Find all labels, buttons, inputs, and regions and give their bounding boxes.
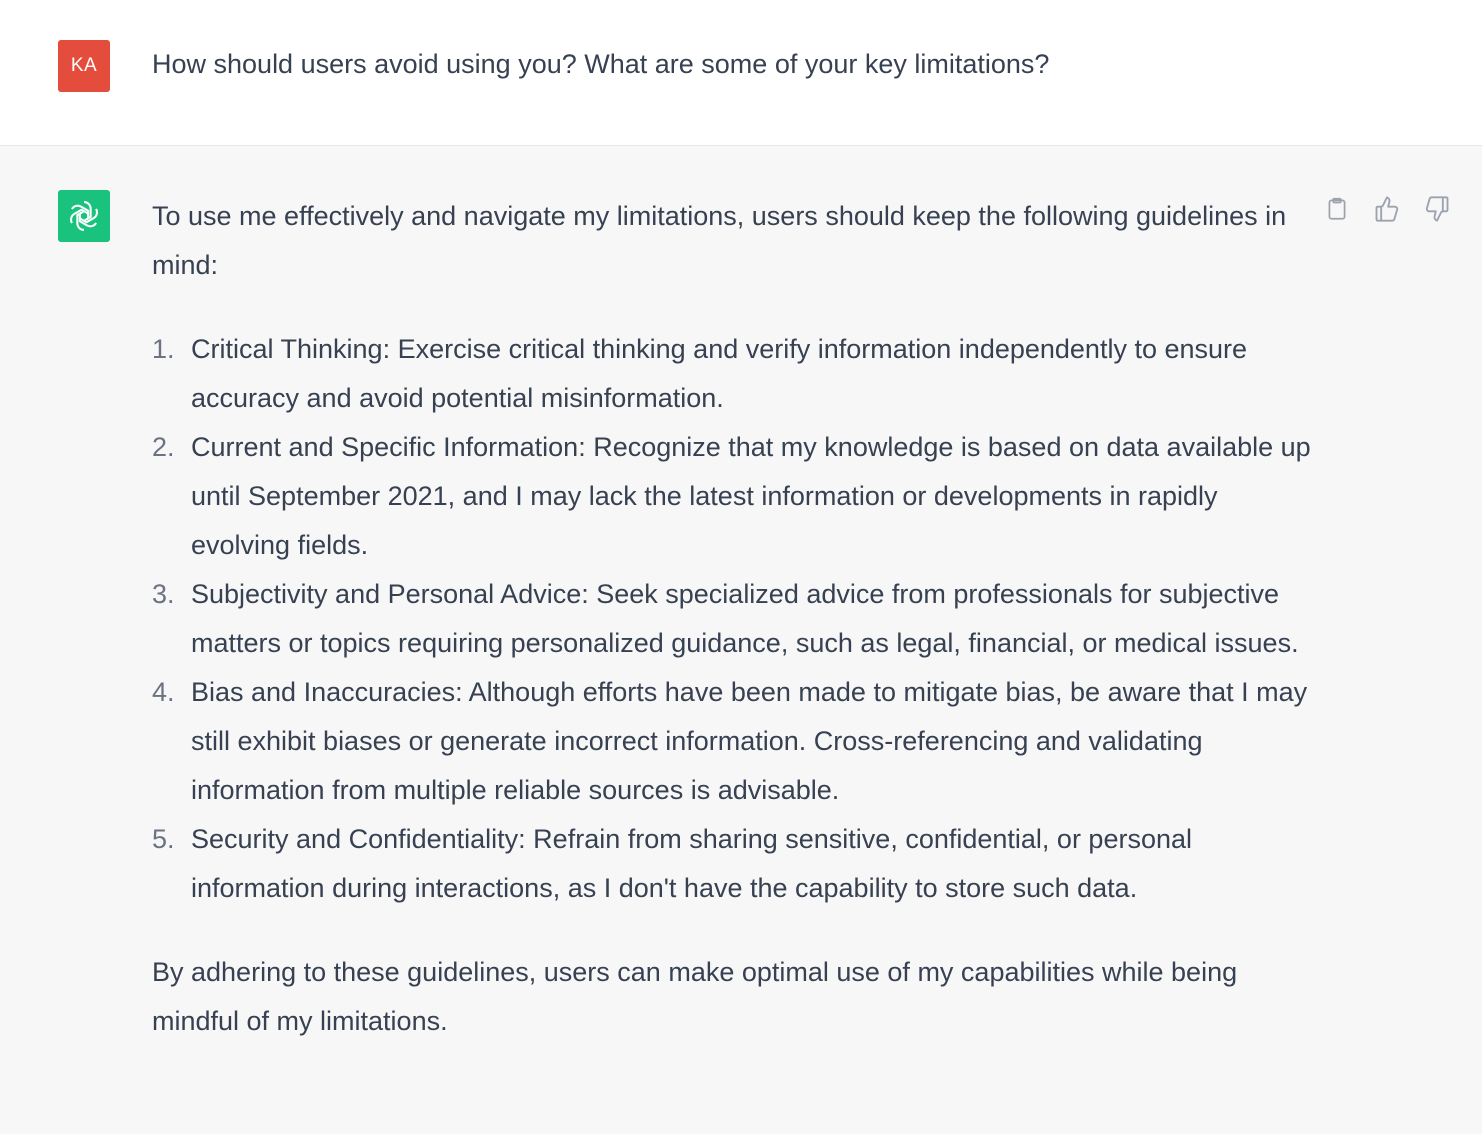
clipboard-icon <box>1324 195 1350 223</box>
user-avatar-initials: KA <box>70 55 98 76</box>
thumbs-down-button[interactable] <box>1420 192 1454 226</box>
openai-logo-icon <box>65 197 103 235</box>
list-item <box>152 325 1312 423</box>
assistant-message-row <box>0 146 1482 1134</box>
copy-button[interactable] <box>1320 192 1354 226</box>
list-item-text: Current and Specific Information: Recognize that my knowledge is based on data available up until September 2021, and I may lack the latest information or developments in rapidly evolving fields. <box>191 432 1311 560</box>
assistant-intro: To use me effectively and navigate my limitations, users should keep the following guidelines in mind: <box>152 201 1287 280</box>
user-message-text: How should users avoid using you? What are some of your key limitations? <box>152 49 1050 79</box>
assistant-avatar <box>58 190 110 242</box>
assistant-conclusion: By adhering to these guidelines, users can make optimal use of my capabilities while being mindful of my limitations. <box>152 957 1238 1036</box>
thumbs-up-icon <box>1373 195 1401 223</box>
thumbs-down-icon <box>1423 195 1451 223</box>
list-item-text: Bias and Inaccuracies: Although efforts have been made to mitigate bias, be aware that I may still exhibit biases or generate incorrect information. Cross-referencing and validating information from multiple reliable sources is advisable. <box>191 677 1308 805</box>
assistant-message-content <box>152 192 1312 1046</box>
message-actions <box>1320 192 1454 226</box>
list-item-number: 3. <box>152 579 175 609</box>
list-item-number: 4. <box>152 677 175 707</box>
thumbs-up-button[interactable] <box>1370 192 1404 226</box>
user-message-row <box>0 0 1482 146</box>
guidelines-list <box>152 325 1312 913</box>
list-item-text: Subjectivity and Personal Advice: Seek specialized advice from professionals for subjective matters or topics requiring personalized guidance, such as legal, financial, or medical issues. <box>191 579 1299 658</box>
list-item-number: 5. <box>152 824 175 854</box>
list-item <box>152 423 1312 570</box>
user-avatar <box>58 40 110 92</box>
list-item-text: Critical Thinking: Exercise critical thinking and verify information independently to ensure accuracy and avoid potential misinformation. <box>191 334 1248 413</box>
list-item <box>152 570 1312 668</box>
list-item <box>152 815 1312 913</box>
list-item-number: 1. <box>152 334 175 364</box>
list-item-number: 2. <box>152 432 175 462</box>
list-item <box>152 668 1312 815</box>
list-item-text: Security and Confidentiality: Refrain from sharing sensitive, confidential, or personal information during interactions, as I don't have the capability to store such data. <box>191 824 1193 903</box>
